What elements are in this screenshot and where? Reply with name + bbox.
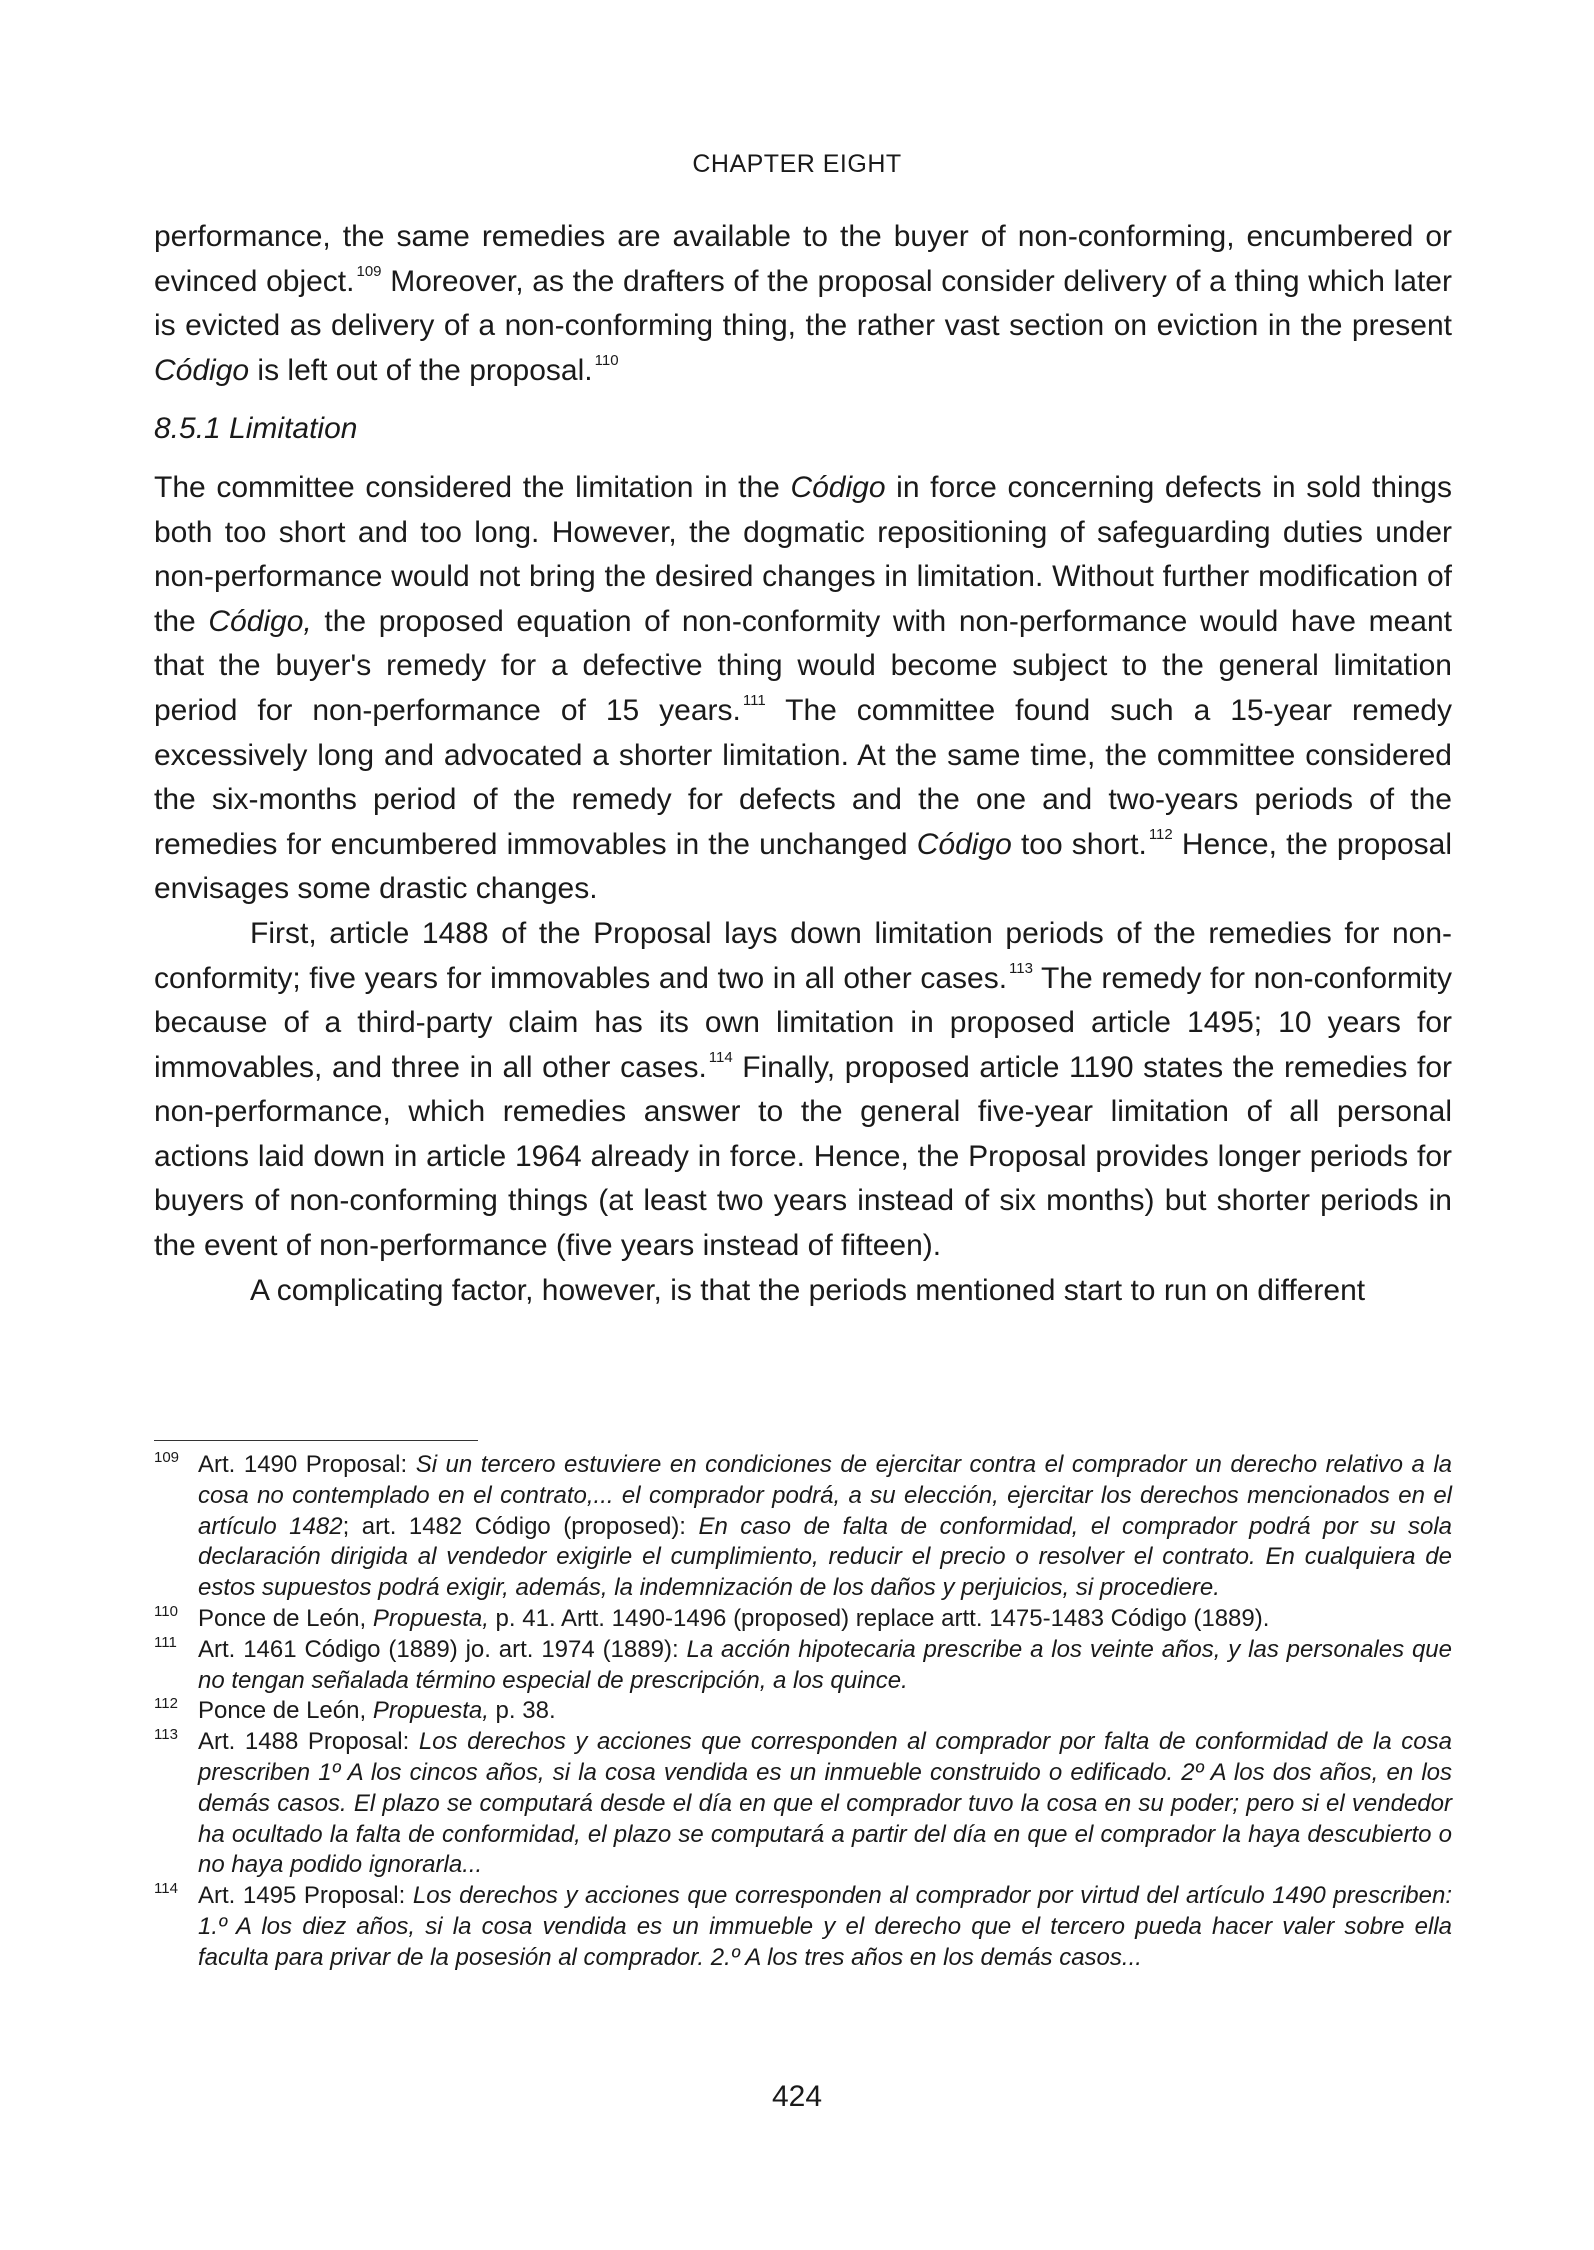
italic-text: Código	[790, 470, 886, 504]
page-number: 424	[771, 2080, 823, 2113]
italic-text: Propuesta,	[372, 1604, 489, 1632]
footnote	[154, 1727, 1452, 1881]
footnote-text: Ponce de León, Propuesta, p. 38.	[198, 1697, 556, 1725]
running-head: CHAPTER EIGHT	[692, 150, 902, 178]
body-text	[154, 215, 1452, 1313]
italic-text: Código	[916, 827, 1012, 861]
footnote-separator	[154, 1440, 478, 1441]
footnote-number: 112	[154, 1695, 178, 1713]
paragraph-4: A complicating factor, however, is that the periods mentioned start to run on different	[250, 1273, 1366, 1307]
footnote-text: Art. 1461 Código (1889) jo. art. 1974 (1889): La acción hipotecaria prescribe a los veinte años, y las personales que no tengan señalada término especial de prescripción, a los quince.	[198, 1635, 1452, 1694]
footnote	[154, 1881, 1452, 1973]
footnote	[154, 1635, 1452, 1697]
footnote-text: Ponce de León, Propuesta, p. 41. Artt. 1490-1496 (proposed) replace artt. 1475-1483 Código (1889).	[198, 1604, 1270, 1632]
paragraph-1: performance, the same remedies are available to the buyer of non-conforming, encumbered or evinced object. $^{109}$ Moreover, as the drafters of the proposal consider delivery of a thing which later is evicted as delivery of a non-conforming thing, the rather vast section on eviction in the present Código is left out of the proposal. $^{110}$	[154, 220, 1452, 387]
italic-text: Código	[154, 353, 250, 387]
footnote-reference: 114	[708, 1048, 733, 1066]
footnote-number: 109	[154, 1449, 180, 1466]
paragraph-2: The committee considered the limitation in the Código in force concerning defects in sold things both too short and too long. However, the dogmatic repositioning of safeguarding duties under non-performance would not bring the desired changes in limitation. Without further modification of the Código, the proposed equation of non-conformity with non-performance would have meant that the buyer's remedy for a defective thing would become subject to the general limitation period for non-performance of 15 years. $^{111}$ The committee found such a 15-year remedy excessively long and advocated a shorter limitation. At the same time, the committee considered the six-months period of the remedy for defects and the one and two-years periods of the remedies for encumbered immovables in the unchanged Código too short. $^{112}$ Hence, the proposal envisages some drastic changes.	[154, 470, 1453, 906]
footnote	[154, 1696, 1452, 1727]
footnote-reference: 109	[356, 262, 382, 280]
footnote-number: 113	[154, 1726, 178, 1744]
italic-text: Propuesta,	[372, 1697, 489, 1725]
footnote-number: 110	[154, 1602, 178, 1620]
footnote	[154, 1604, 1452, 1635]
italic-text: En caso de falta de conformidad, el comprador podrá por su sola declaración dirigida al vendedor exigirle el cumplimiento, reducir el precio o resolver el contrato. En cualquiera de estos supuestos podrá exigir, además, la indemnización de los daños y perjuicios, si procediere.	[198, 1512, 1453, 1602]
footnote-number: 111	[154, 1633, 177, 1651]
footnote-reference: 111	[742, 691, 766, 709]
footnote-reference: 113	[1009, 959, 1033, 977]
paragraph-3: First, article 1488 of the Proposal lays down limitation periods of the remedies for non-conformity; five years for immovables and two in all other cases. $^{113}$ The remedy for non-conformity because of a third-party claim has its own limitation in proposed article 1495; 10 years for immovables, and three in all other cases. $^{114}$ Finally, proposed article 1190 states the remedies for non-performance, which remedies answer to the general five-year limitation of all personal actions laid down in article 1964 already in force. Hence, the Proposal provides longer periods for buyers of non-conforming things (at least two years instead of six months) but shorter periods in the event of non-performance (five years instead of fifteen).	[154, 916, 1452, 1263]
footnote-text: Art. 1490 Proposal: Si un tercero estuviere en condiciones de ejercitar contra el comprador un derecho relativo a la cosa no contemplado en el contrato,... el comprador podrá, a su elección, ejercitar los derechos mencionados en el artículo 1482; art. 1482 Código (proposed): En caso de falta de conformidad, el comprador podrá por su sola declaración dirigida al vendedor exigirle el cumplimiento, reducir el precio o resolver el contrato. En cualquiera de estos supuestos podrá exigir, además, la indemnización de los daños y perjuicios, si procediere.	[198, 1451, 1453, 1602]
footnote-reference: 112	[1148, 825, 1173, 843]
italic-text: Si un tercero estuviere en condiciones de ejercitar contra el comprador un derecho relativo a la cosa no contemplado en el contrato,... el comprador podrá, a su elección, ejercitar los derechos mencionados en el artículo 1482	[198, 1451, 1452, 1540]
footnotes	[154, 1450, 1452, 1974]
italic-text: Los derechos y acciones que corresponden al comprador por virtud del artículo 1490 prescriben: 1.º A los diez años, si la cosa vendida es un immueble y el derecho que el tercero pueda hacer valer sobre ella faculta para privar de la posesión al comprador. 2.º A los tres años en los demás casos...	[198, 1882, 1452, 1971]
footnote	[154, 1450, 1452, 1604]
footnote-number: 114	[154, 1880, 178, 1898]
section-title: 8.5.1 Limitation	[154, 412, 358, 446]
italic-text: La acción hipotecaria prescribe a los veinte años, y las personales que no tengan señalada término especial de prescripción, a los quince.	[198, 1635, 1452, 1694]
italic-text: Código,	[208, 604, 312, 638]
italic-text: Los derechos y acciones que corresponden al comprador por falta de conformidad de la cosa prescriben 1º A los cincos años, si la cosa vendida es un inmueble construido o edificado. 2º A los dos años, en los demás casos. El plazo se computará desde el día en que el comprador tuvo la cosa en su poder; pero si el vendedor ha ocultado la falta de conformidad, el plazo se computará a partir del día en que el comprador la haya descubierto o no haya podido ignorarla...	[198, 1728, 1453, 1879]
footnote-text: Art. 1495 Proposal: Los derechos y acciones que corresponden al comprador por virtud del artículo 1490 prescriben: 1.º A los diez años, si la cosa vendida es un immueble y el derecho que el tercero pueda hacer valer sobre ella faculta para privar de la posesión al comprador. 2.º A los tres años en los demás casos...	[198, 1882, 1452, 1971]
footnote-text: Art. 1488 Proposal: Los derechos y acciones que corresponden al comprador por falta de conformidad de la cosa prescriben 1º A los cincos años, si la cosa vendida es un inmueble construido o edificado. 2º A los dos años, en los demás casos. El plazo se computará desde el día en que el comprador tuvo la cosa en su poder; pero si el vendedor ha ocultado la falta de conformidad, el plazo se computará a partir del día en que el comprador la haya descubierto o no haya podido ignorarla...	[198, 1728, 1453, 1879]
footnote-reference: 110	[594, 351, 619, 369]
